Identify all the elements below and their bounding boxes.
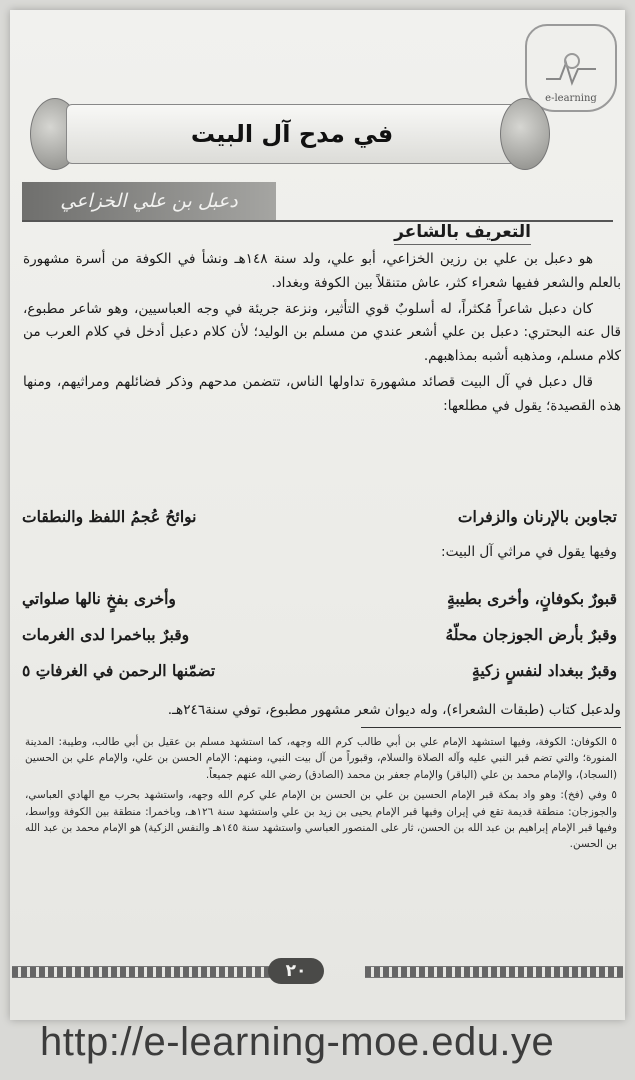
verse-line [22,652,617,688]
footer-ornament-left [12,966,270,978]
verse-ajuz: تضمّنها الرحمن في الغرفاتِ ٥ [22,660,216,680]
paragraph-2: كان دعبل شاعراً مُكثراً، له أسلوبٌ قوي التأثير، ونزعة جريئة في وجه العباسيين، وهو شاعر مطبوع، قال عنه البحتري: دعبل بن علي أشعر عندي من مسلم بن الوليد؛ لأن كلام دعبل أدخل في كلام العرب من كلام مسلم، ومذهبه أشبه بمذاهبهم. [23,300,621,365]
chapter-title: في مدح آل البيت [190,120,394,148]
verse-ajuz: وقبرٌ بباخمرا لدى الغرمات [22,624,190,644]
verse-sadr: قبورٌ بكوفانٍ، وأخرى بطيبةٍ [447,588,617,608]
opening-verse [22,498,617,534]
verse-ajuz: نوائحُ عُجمُ اللفظ والنطقات [22,506,197,526]
chapter-title-banner [30,94,550,172]
scroll-body [66,104,518,164]
verse-line [22,616,617,652]
footer-ornament-right [365,966,623,978]
poet-name: دعبل بن علي الخزاعي [60,190,238,212]
source-url: http://e-learning-moe.edu.ye [40,1020,555,1064]
paragraph-1: هو دعبل بن علي بن رزين الخزاعي، أبو علي، ولد سنة ١٤٨هـ ونشأ في الكوفة من أسرة مشهورة بالعلم والشعر ففيها شعراء كثر، عاش متنقلاً بين الكوفة وبغداد. [23,251,621,291]
poet-name-box [22,182,276,220]
footnotes [25,734,617,857]
paragraph-3: قال دعبل في آل البيت قصائد مشهورة تداولها الناس، تتضمن مدحهم وذكر فضائلهم ومراثيهم، ومنها هذه القصيدة؛ يقول في مطلعها: [23,373,621,414]
section-heading: التعريف بالشاعر [394,222,531,245]
intro-text [23,248,621,421]
verse-ajuz: وأخرى بفخٍ نالها صلواتي [22,588,176,608]
verse-intro: وفيها يقول في مراثي آل البيت: [441,544,617,560]
hand-logo-icon [542,49,600,89]
footnote-rule [361,727,621,728]
verse-line [22,580,617,616]
footnote-2: ٥ وفي (فخ): وهو واد بمكة قبر الإمام الحسين بن علي بن الحسن بن الإمام علي كرم الله وجهه، واستشهد بحرب مع الهادي العباسي، والجوزجان: منطقة قديمة تقع في إيران وفيها قبر الإمام يحيى بن زيد بن علي واستشهد سنة ١٢٦هـ، وباخمرا: منطقة بين الكوفة وواسط، وفيها قبر الإمام إبراهيم بن عبد الله بن الحسن، ثار على المنصور العباسي واستشهد سنة ١٤٥هـ والنفس الزكية) هو الإمام محمد بن عبد الله بن الحسن. [25,789,617,851]
elegy-verses [22,580,617,688]
scroll-right-roll [500,98,550,170]
logo-text: e-learning [545,93,597,104]
verse-sadr: وقبرٌ بأرض الجوزجان محلّهُ [445,624,617,644]
verse-line [22,498,617,534]
page-number: ٢٠ [268,958,324,984]
closing-line: ولدعبل كتاب (طبقات الشعراء)، وله ديوان شعر مشهور مطبوع، توفي سنة٢٤٦هـ. [167,702,621,718]
verse-sadr: تجاوبن بالإرنان والزفرات [457,506,617,526]
verse-sadr: وقبرٌ ببغداد لنفسٍ زكيةٍ [472,660,617,680]
footnote-1: ٥ الكوفان: الكوفة، وفيها استشهد الإمام علي بن أبي طالب كرم الله وجهه، كما استشهد مسلم بن عقيل بن أبي طالب، وطيبة: المدينة المنورة؛ والتي تضم قبر النبي عليه وآله الصلاة والسلام، وقبوراً من آل بيت النبي، ومنهم: الإمام الحسن بن علي، والإمام علي بن الحسين (السجاد)، والإمام محمد بن علي (الباقر) والإمام جعفر بن محمد (الصادق) رضي الله عنهم جميعاً. [25,736,617,781]
